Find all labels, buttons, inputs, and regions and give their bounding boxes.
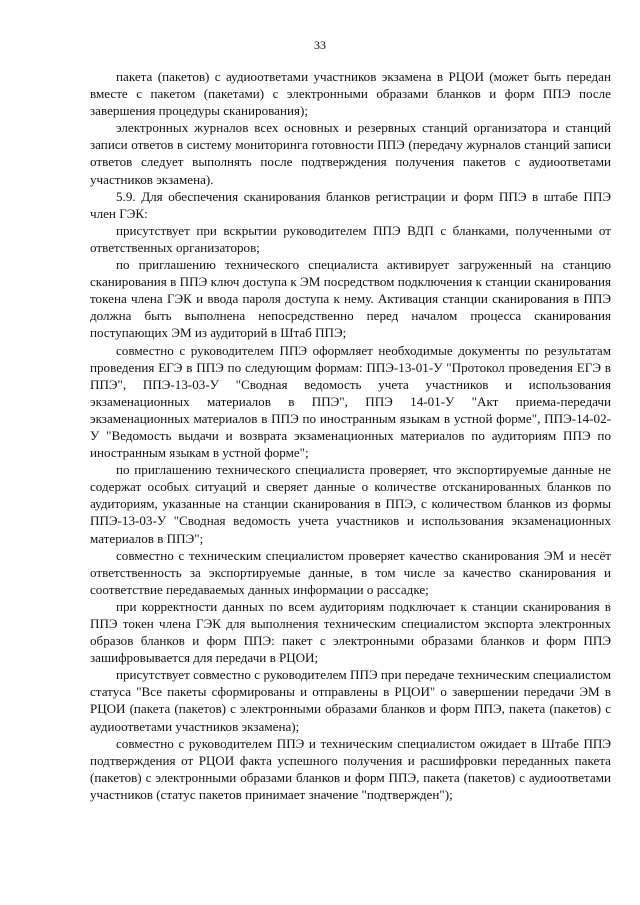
paragraph: пакета (пакетов) с аудиоответами участников экзамена в РЦОИ (может быть передан вместе с пакетом (пакетами) с электронными образами бланков и форм ППЭ после завершения процедуры сканирования); [90, 69, 611, 119]
paragraph: совместно с руководителем ППЭ оформляет необходимые документы по результатам проведения ЕГЭ в ППЭ по следующим формам: ППЭ-13-01-У "Протокол проведения ЕГЭ в ППЭ", ППЭ-13-03-У "Сводная ведомость учета участников и использования экзаменационных материалов в ППЭ", ППЭ 14-01-У "Акт приема-передачи экзаменационных материалов в ППЭ по иностранным языкам в устной форме", ППЭ-14-02-У "Ведомость выдачи и возврата экзаменационных материалов по аудиториям ППЭ по иностранным языкам в устной форме"; [90, 342, 611, 461]
paragraph: 5.9. Для обеспечения сканирования бланков регистрации и форм ППЭ в штабе ППЭ член ГЭК: [90, 188, 611, 221]
paragraph: электронных журналов всех основных и резервных станций организатора и станций записи ответов в систему мониторинга готовности ППЭ (передачу журналов станций записи ответов следует выполнять после подтверждения получения пакетов с аудиоответами участников экзамена). [90, 120, 611, 187]
paragraph: по приглашению технического специалиста проверяет, что экспортируемые данные не содержат особых ситуаций и сверяет данные о количестве отсканированных бланков по аудиториям, указанные на станции сканирования в ППЭ, с количеством бланков из формы ППЭ-13-03-У "Сводная ведомость учета участников и использования экзаменационных материалов в ППЭ"; [90, 462, 611, 546]
paragraph: по приглашению технического специалиста активирует загруженный на станцию сканирования в ППЭ ключ доступа к ЭМ посредством подключения к станции сканирования токена члена ГЭК и ввода пароля доступа к нему. Активация станции сканирования в ППЭ должна быть выполнена непосредственно перед началом процесса сканирования поступающих ЭМ из аудиторий в Штаб ППЭ; [90, 257, 611, 341]
document-body [90, 68, 611, 803]
paragraph: совместно с техническим специалистом проверяет качество сканирования ЭМ и несёт ответственность за экспортируемые данные, в том числе за качество сканирования и соответствие передаваемых данных информации о рассадке; [90, 547, 611, 597]
paragraph: совместно с руководителем ППЭ и техническим специалистом ожидает в Штабе ППЭ подтверждения от РЦОИ факта успешного получения и расшифровки переданных пакета (пакетов) с электронными образами бланков и форм ППЭ, пакета (пакетов) с аудиоответами участников (статус пакетов принимает значение "подтвержден"); [90, 735, 611, 802]
page-number: 33 [314, 38, 326, 52]
paragraph: при корректности данных по всем аудиториям подключает к станции сканирования в ППЭ токен члена ГЭК для выполнения техническим специалистом экспорта электронных образов бланков и форм ППЭ: пакет с электронными образами бланков и форм ППЭ зашифровывается для передачи в РЦОИ; [90, 598, 611, 666]
paragraph: присутствует при вскрытии руководителем ППЭ ВДП с бланками, полученными от ответственных организаторов; [90, 222, 611, 255]
paragraph: присутствует совместно с руководителем ППЭ при передаче техническим специалистом статуса "Все пакеты сформированы и отправлены в РЦОИ" о завершении передачи ЭМ в РЦОИ (пакета (пакетов) с электронными образами бланков и форм ППЭ, пакета (пакетов) с аудиоответами участников экзамена); [90, 667, 611, 734]
